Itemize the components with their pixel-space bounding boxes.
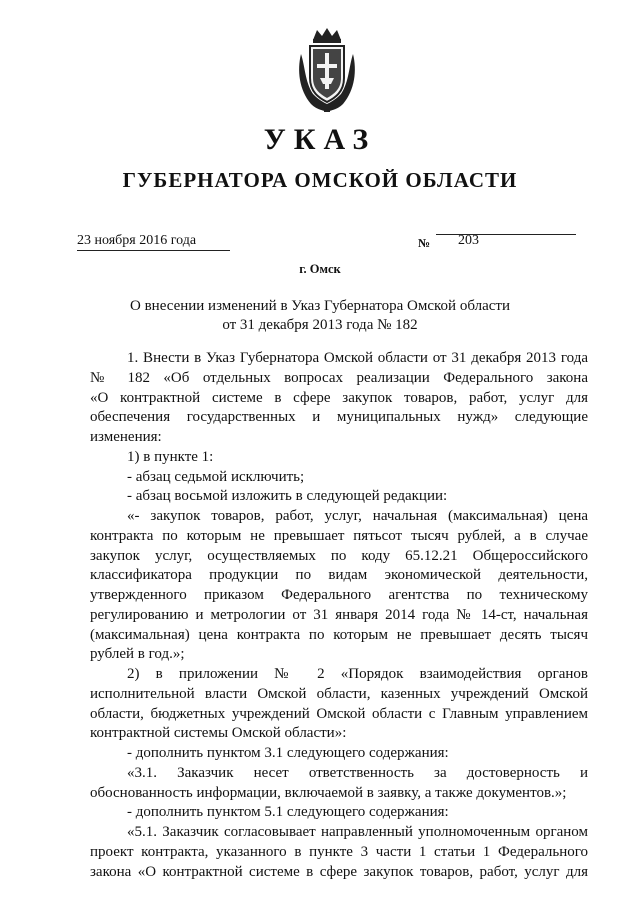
body-line: (максимальная) цена контракта по которым не превышает десять тысяч [90, 626, 588, 643]
body-line: классификатора продукции по видам экономической деятельности, [90, 567, 588, 584]
body-line: - абзац восьмой изложить в следующей редакции: [127, 488, 448, 505]
body-line: проект контракта, указанного в пункте 3 части 1 статьи 1 Федерального [90, 843, 588, 860]
body-line: регулированию и метрологии от 31 января 2014 года № 14-ст, начальная [90, 606, 588, 623]
body-line: - абзац седьмой исключить; [127, 468, 305, 485]
body-line: - дополнить пунктом 5.1 следующего содержания: [127, 804, 449, 821]
body-line: «- закупок товаров, работ, услуг, начальная (максимальная) цена [127, 508, 588, 524]
subject-line: от 31 декабря 2013 года № 182 [222, 317, 418, 333]
decree-subject [0, 297, 640, 335]
body-line: «5.1. Заказчик согласовывает направленный уполномоченным органом [127, 824, 588, 840]
body-line: - дополнить пунктом 3.1 следующего содержания: [127, 745, 449, 761]
subject-line: О внесении изменений в Указ Губернатора Омской области [130, 298, 510, 314]
decree-title: УКАЗ [263, 123, 377, 156]
decree-body [90, 349, 588, 882]
decree-number-field [436, 233, 576, 248]
number-label: № [418, 236, 431, 250]
omsk-region-coat-of-arms-icon [295, 26, 359, 114]
body-line: «О контрактной системе в сфере закупок товаров, работ, услуг для [90, 389, 588, 406]
body-line: № 182 «Об отдельных вопросах реализации Федерального закона [90, 369, 588, 386]
body-line: «3.1. Заказчик несет ответственность за достоверность и [127, 764, 588, 781]
body-line: 1) в пункте 1: [127, 448, 214, 465]
body-line: изменения: [90, 429, 162, 445]
body-line: контрактной системы Омской области»: [90, 725, 347, 742]
body-line: обоснованность информации, включаемой в заявку, а также документов.»; [90, 784, 567, 801]
body-line: утвержденного приказом Федерального агентства по техническому [90, 587, 588, 603]
body-line: рублей в год.»; [90, 646, 185, 663]
body-line: 2) в приложении № 2 «Порядок взаимодействия органов [127, 666, 588, 682]
body-line: закона «О контрактной системе в сфере закупок товаров, работ, услуг для [90, 863, 588, 880]
decree-date: 23 ноября 2016 года [77, 233, 230, 251]
body-line: закупок услуг, осуществляемых по коду 65.12.21 Общероссийского [90, 547, 588, 564]
decree-number: 203 [458, 233, 479, 248]
issuer-title: ГУБЕРНАТОРА ОМСКОЙ ОБЛАСТИ [122, 168, 518, 192]
body-line: 1. Внести в Указ Губернатора Омской области от 31 декабря 2013 года [127, 350, 588, 366]
body-line: исполнительной власти Омской области, казенных учреждений Омской [90, 685, 588, 702]
city: г. Омск [299, 262, 341, 276]
body-line: контракта по которым не превышает пятьсот тысяч рублей, а в случае [90, 527, 588, 544]
body-line: обеспечения государственных и муниципальных нужд» следующие [90, 409, 588, 426]
body-line: области, бюджетных учреждений Омской области с Главным управлением [90, 705, 588, 722]
